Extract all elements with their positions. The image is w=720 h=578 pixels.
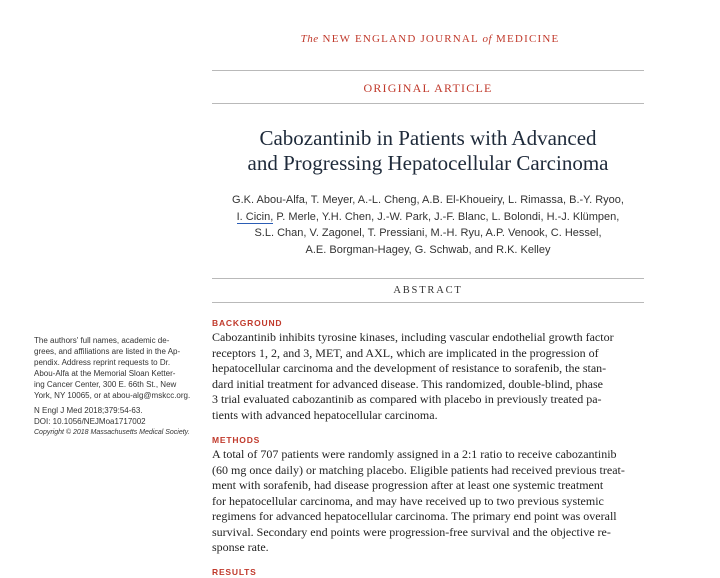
journal-name-part-a: NEW ENGLAND JOURNAL xyxy=(322,33,479,45)
text-line: dard initial treatment for advanced disease. This randomized, double-blind, phase xyxy=(212,376,603,391)
author-line: S.L. Chan, V. Zagonel, T. Pressiani, M.-H. Ryu, A.P. Venook, C. Hessel, xyxy=(254,227,602,239)
journal-header xyxy=(300,33,560,45)
highlighted-author: I. Cicin, xyxy=(236,210,274,223)
author-line: A.E. Borgman-Hagey, G. Schwab, and R.K. Kelley xyxy=(305,243,551,256)
methods-heading: METHODS xyxy=(212,435,261,445)
journal-prefix: The xyxy=(300,33,319,45)
author-line-rest: P. Merle, Y.H. Chen, J.-W. Park, J.-F. Blanc, L. Bolondi, H.-J. Klümpen, xyxy=(276,210,620,223)
divider-above-abstract xyxy=(212,278,644,279)
doi: DOI: 10.1056/NEJMoa1717002 xyxy=(34,417,146,426)
citation: N Engl J Med 2018;379:54-63. xyxy=(34,406,143,415)
text-line: ment with sorafenib, had disease progression after at least one systemic treatment xyxy=(212,478,604,492)
text-line: hepatocellular carcinoma and the development of resistance to sorafenib, the stan- xyxy=(212,361,607,375)
journal-of: of xyxy=(482,33,493,45)
results-heading: RESULTS xyxy=(212,567,257,577)
background-heading: BACKGROUND xyxy=(212,318,283,328)
text-line: regimens for advanced hepatocellular carcinoma. The primary end point was overall xyxy=(212,509,617,523)
author-line xyxy=(212,209,644,226)
title-line: and Progressing Hepatocellular Carcinoma xyxy=(247,151,609,175)
sidebar-line: York, NY 10065, or at abou-alg@mskcc.org. xyxy=(34,391,191,400)
author-list xyxy=(212,192,644,258)
journal-name-part-b: MEDICINE xyxy=(496,33,560,45)
text-line: tients with advanced hepatocellular carcinoma. xyxy=(212,407,438,422)
text-line: sponse rate. xyxy=(212,540,269,554)
sidebar-line: Abou-Alfa at the Memorial Sloan Ketter- xyxy=(34,369,176,378)
text-line: (60 mg once daily) or matching placebo. Eligible patients had received previous treat- xyxy=(212,462,625,477)
text-line: Cabozantinib inhibits tyrosine kinases, including vascular endothelial growth factor xyxy=(212,330,614,344)
author-info-sidebar xyxy=(34,335,204,438)
text-line: for hepatocellular carcinoma, and may have received up to two previous systemic xyxy=(212,493,604,508)
divider-below-abstract xyxy=(212,302,644,303)
author-line: G.K. Abou-Alfa, T. Meyer, A.-L. Cheng, A.B. El-Khoueiry, L. Rimassa, B.-Y. Ryoo, xyxy=(232,194,624,206)
methods-text xyxy=(212,447,652,556)
divider-below-article-type xyxy=(212,103,644,104)
copyright: Copyright © 2018 Massachusetts Medical Society. xyxy=(34,429,190,436)
abstract-label: ABSTRACT xyxy=(393,285,463,296)
sidebar-line: ing Cancer Center, 300 E. 66th St., New xyxy=(34,380,177,389)
title-line: Cabozantinib in Patients with Advanced xyxy=(259,126,597,150)
text-line: 3 trial evaluated cabozantinib as compared with placebo in previously treated pa- xyxy=(212,392,602,406)
background-text xyxy=(212,330,652,423)
article-type: ORIGINAL ARTICLE xyxy=(363,81,493,95)
sidebar-line: The authors' full names, academic de- xyxy=(34,336,170,345)
sidebar-line: grees, and affiliations are listed in the Ap- xyxy=(34,347,181,356)
divider-top xyxy=(212,70,644,71)
text-line: A total of 707 patients were randomly assigned in a 2:1 ratio to receive cabozantinib xyxy=(212,447,617,461)
text-line: receptors 1, 2, and 3, MET, and AXL, which are implicated in the progression of xyxy=(212,345,599,360)
text-line: survival. Secondary end points were progression-free survival and the objective re- xyxy=(212,524,611,539)
sidebar-line: pendix. Address reprint requests to Dr. xyxy=(34,358,171,367)
article-title xyxy=(212,126,644,176)
